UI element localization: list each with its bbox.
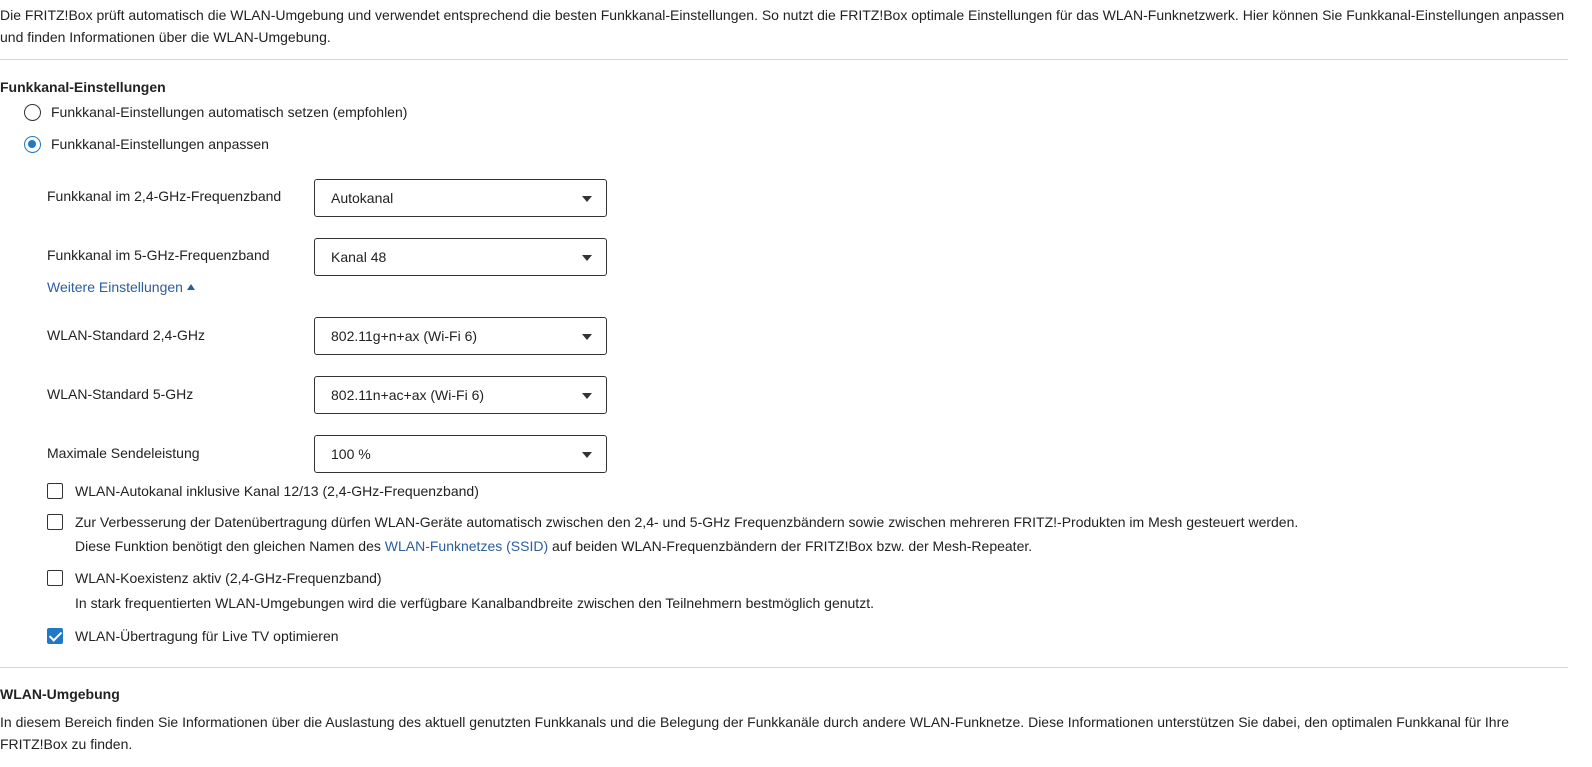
more-settings-label: Weitere Einstellungen — [47, 279, 183, 295]
chevron-down-icon — [582, 255, 592, 261]
radio-custom-label: Funkkanal-Einstellungen anpassen — [51, 136, 269, 152]
channel-24-value: Autokanal — [331, 190, 394, 206]
band-steering-hint — [75, 538, 1032, 554]
more-settings-link[interactable] — [47, 279, 195, 295]
channel-settings-title: Funkkanal-Einstellungen — [0, 79, 166, 95]
checkbox-live-tv-label: WLAN-Übertragung für Live TV optimieren — [75, 628, 339, 644]
channel-5-value: Kanal 48 — [331, 249, 387, 265]
checkbox-autochannel-label: WLAN-Autokanal inklusive Kanal 12/13 (2,4-GHz-Frequenzband) — [75, 483, 479, 499]
band-steering-hint-after: auf beiden WLAN-Frequenzbändern der FRITZ!Box bzw. der Mesh-Repeater. — [548, 538, 1033, 554]
standard-24-select[interactable] — [314, 317, 607, 355]
chevron-down-icon — [582, 334, 592, 340]
standard-24-value: 802.11g+n+ax (Wi-Fi 6) — [331, 328, 478, 344]
standard-5-label: WLAN-Standard 5-GHz — [47, 386, 194, 402]
radio-auto-indicator[interactable] — [24, 104, 41, 121]
checkbox-band-steering-indicator[interactable] — [47, 514, 63, 530]
power-select[interactable] — [314, 435, 607, 473]
standard-5-select[interactable] — [314, 376, 607, 414]
chevron-down-icon — [582, 196, 592, 202]
intro-text: Die FRITZ!Box prüft automatisch die WLAN-Umgebung und verwendet entsprechend die besten Funkkanal-Einstellungen. So nutzt die FRITZ!Box optimale Einstellungen für das WLAN-Funknetzwerk. Hier können Sie Funkkanal-Einstellungen anpassen und finden Informationen über die WLAN-Umgebung. — [0, 7, 1565, 45]
channel-24-label: Funkkanal im 2,4-GHz-Frequenzband — [47, 188, 282, 204]
power-value: 100 % — [331, 446, 371, 462]
triangle-up-icon — [187, 284, 195, 290]
checkbox-coexistence-indicator[interactable] — [47, 570, 63, 586]
power-label: Maximale Sendeleistung — [47, 445, 200, 461]
environment-title: WLAN-Umgebung — [0, 686, 120, 702]
radio-auto-channel[interactable] — [24, 101, 407, 123]
channel-24-select[interactable] — [314, 179, 607, 217]
radio-custom-channel[interactable] — [24, 133, 269, 155]
checkbox-coexistence-label: WLAN-Koexistenz aktiv (2,4-GHz-Frequenzband) — [75, 570, 382, 586]
standard-5-value: 802.11n+ac+ax (Wi-Fi 6) — [331, 387, 485, 403]
checkbox-band-steering[interactable] — [47, 511, 1298, 533]
channel-5-select[interactable] — [314, 238, 607, 276]
checkbox-autochannel-indicator[interactable] — [47, 483, 63, 499]
divider — [0, 667, 1568, 668]
checkbox-band-steering-label: Zur Verbesserung der Datenübertragung dürfen WLAN-Geräte automatisch zwischen den 2,4- und 5-GHz Frequenzbändern sowie zwischen mehreren FRITZ!-Produkten im Mesh gesteuert werden. — [75, 514, 1299, 530]
band-steering-hint-before: Diese Funktion benötigt den gleichen Namen des — [75, 538, 385, 554]
chevron-down-icon — [582, 452, 592, 458]
radio-auto-label: Funkkanal-Einstellungen automatisch setzen (empfohlen) — [51, 104, 408, 120]
radio-custom-indicator[interactable] — [24, 136, 41, 153]
environment-text: In diesem Bereich finden Sie Informationen über die Auslastung des aktuell genutzten Funkkanals und die Belegung der Funkkanäle durch andere WLAN-Funknetze. Diese Informationen unterstützen Sie dabei, den optimalen Funkkanal für Ihre FRITZ!Box zu finden. — [0, 714, 1510, 752]
checkbox-live-tv-indicator[interactable] — [47, 628, 63, 644]
standard-24-label: WLAN-Standard 2,4-GHz — [47, 327, 205, 343]
checkbox-live-tv[interactable] — [47, 625, 339, 647]
chevron-down-icon — [582, 393, 592, 399]
coexistence-hint: In stark frequentierten WLAN-Umgebungen wird die verfügbare Kanalbandbreite zwischen den Teilnehmern bestmöglich genutzt. — [75, 595, 874, 611]
checkbox-autochannel-1213[interactable] — [47, 480, 479, 502]
checkbox-coexistence[interactable] — [47, 567, 382, 589]
divider — [0, 59, 1568, 60]
ssid-link[interactable]: WLAN-Funknetzes (SSID) — [384, 538, 549, 554]
channel-5-label: Funkkanal im 5-GHz-Frequenzband — [47, 247, 270, 263]
